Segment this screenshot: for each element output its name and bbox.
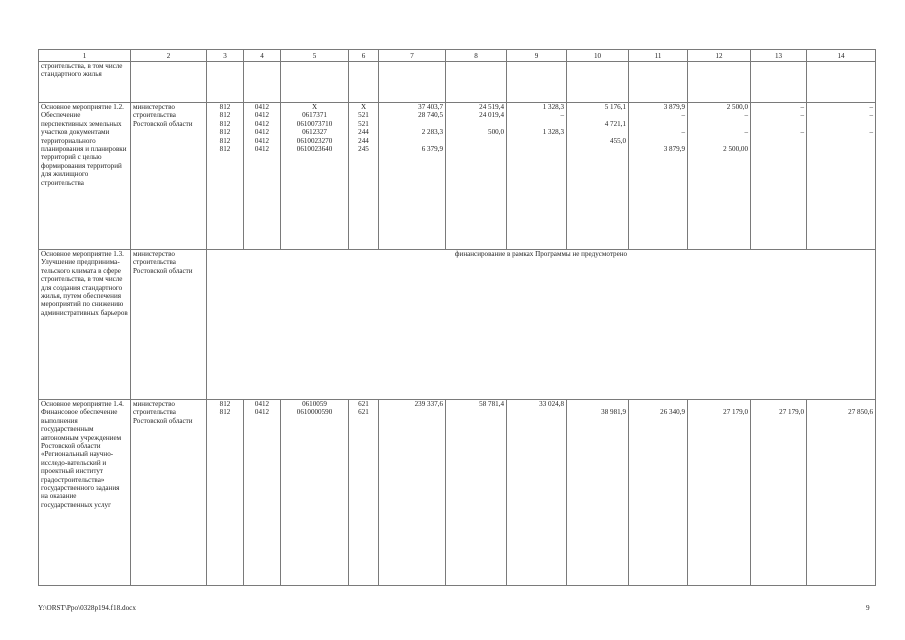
value-cell (244, 103, 281, 250)
no-financing-note: финансирование в рамках Программы не предусмотрено (207, 250, 876, 400)
value-line: 521 (358, 119, 369, 128)
value-line: 27 179,0 (723, 408, 748, 417)
value-line: – (681, 111, 685, 120)
value-cell (349, 103, 379, 250)
row-executor: министерство строительства Ростовской области (131, 400, 207, 586)
table-row-measure-1-4 (39, 400, 876, 586)
value-line (753, 120, 804, 128)
value-line: – (800, 103, 804, 111)
value-cell (281, 400, 349, 586)
value-line (448, 120, 504, 128)
value-line (569, 145, 626, 153)
column-number: 1 (39, 50, 131, 62)
value-line: 6 379,9 (421, 144, 443, 153)
value-line: 0412 (254, 119, 270, 128)
value-line: 28 740,5 (418, 111, 443, 120)
value-line (631, 400, 685, 408)
value-line: 0412 (254, 400, 270, 408)
value-line: 244 (358, 128, 369, 137)
value-line: 455,0 (610, 136, 626, 145)
value-cell (567, 103, 629, 250)
value-line: 812 (219, 111, 231, 120)
value-line: 621 (358, 408, 369, 417)
column-number: 2 (131, 50, 207, 62)
value-line: – (744, 128, 748, 137)
column-number: 9 (507, 50, 567, 62)
column-number-row (39, 50, 876, 62)
row-executor: министерство строительства Ростовской области (131, 103, 207, 250)
table-row-continued (39, 62, 876, 103)
value-line: 58 781,4 (479, 400, 504, 408)
value-cell (207, 400, 244, 586)
value-line: 812 (219, 400, 231, 408)
value-line (381, 120, 443, 128)
value-cell (807, 400, 876, 586)
row-description: Основное мероприятие 1.2. Обеспечение перспективных земельных участков документами территориального планирования и планировки территорий с целью формирования территорий для жилищного строительства (39, 103, 131, 250)
column-number: 3 (207, 50, 244, 62)
value-line (809, 145, 873, 153)
value-cell (507, 103, 567, 250)
value-line: 521 (358, 111, 369, 120)
value-line: 26 340,9 (660, 408, 685, 417)
value-cell (629, 400, 688, 586)
column-number: 12 (688, 50, 751, 62)
value-line (809, 120, 873, 128)
column-number: 7 (379, 50, 446, 62)
value-line: 3 879,9 (663, 103, 685, 111)
value-line: 4 721,1 (604, 119, 626, 128)
value-line (690, 137, 748, 145)
column-number: 10 (567, 50, 629, 62)
value-line: 37 403,7 (418, 103, 443, 111)
value-line: 27 179,0 (779, 408, 804, 417)
value-line: 812 (219, 119, 231, 128)
value-line (569, 128, 626, 136)
column-number: 6 (349, 50, 379, 62)
value-line (753, 400, 804, 408)
row-description: Основное мероприятие 1.4. Финансовое обеспечение выполнения государственным автономным учреждением Ростовской области «Региональный научно-исследо-вательский и проектный институт градостроительства» государственного задания на оказание государственных услуг (39, 400, 131, 586)
finance-table (38, 49, 876, 586)
value-cell (567, 400, 629, 586)
value-line: 239 337,6 (414, 400, 443, 408)
row-description: Основное мероприятие 1.3. Улучшение предпринима-тельского климата в сфере строительства, в том числе для создания стандартного жилья, путем обеспечения мероприятий по снижению административных барьеров (39, 250, 131, 400)
value-line: – (800, 111, 804, 120)
value-line: 2 283,3 (421, 128, 443, 137)
row-executor: министерство строительства Ростовской области (131, 250, 207, 400)
value-cell (349, 400, 379, 586)
value-line: – (869, 128, 873, 137)
value-line: – (800, 128, 804, 137)
row-description: строительства, в том числе стандартного жилья (39, 62, 131, 103)
value-line: 2 500,0 (726, 103, 748, 111)
value-cell (281, 103, 349, 250)
value-cell (379, 400, 446, 586)
value-line (509, 145, 564, 153)
column-number: 4 (244, 50, 281, 62)
value-line: 0610023270 (296, 136, 333, 145)
value-line: 0412 (254, 408, 270, 417)
value-cell (446, 103, 507, 250)
value-line (381, 408, 443, 416)
value-line: – (560, 111, 564, 120)
value-line: 5 176,1 (604, 103, 626, 111)
value-line: 0610000590 (296, 408, 333, 417)
value-line: 0412 (254, 144, 270, 153)
value-line: 24 519,4 (479, 103, 504, 111)
value-line (448, 145, 504, 153)
value-line (509, 120, 564, 128)
column-number: 5 (281, 50, 349, 62)
value-cell (629, 103, 688, 250)
value-line: 3 879,9 (663, 144, 685, 153)
table-row-measure-1-3 (39, 250, 876, 400)
value-cell (507, 400, 567, 586)
column-number: 14 (807, 50, 876, 62)
value-line: 812 (219, 103, 231, 111)
value-line (690, 400, 748, 408)
value-cell (688, 103, 751, 250)
value-line: 621 (358, 400, 369, 408)
value-line (753, 137, 804, 145)
value-line (509, 137, 564, 145)
value-cell (244, 400, 281, 586)
value-cell (207, 103, 244, 250)
table-row-measure-1-2 (39, 103, 876, 250)
value-line: 1 328,3 (542, 103, 564, 111)
value-line: – (869, 103, 873, 111)
value-line (690, 120, 748, 128)
value-line (509, 408, 564, 416)
value-line (448, 408, 504, 416)
value-line: – (681, 128, 685, 137)
value-line: 0412 (254, 103, 270, 111)
value-line (753, 145, 804, 153)
value-cell (751, 400, 807, 586)
value-line: – (744, 111, 748, 120)
value-line: 812 (219, 408, 231, 417)
column-number: 13 (751, 50, 807, 62)
value-line (631, 120, 685, 128)
value-line: 27 850,6 (848, 408, 873, 417)
value-line (381, 137, 443, 145)
value-cell (807, 103, 876, 250)
value-line: Х (311, 103, 318, 111)
value-line (569, 400, 626, 408)
value-line: 812 (219, 144, 231, 153)
value-line: 0412 (254, 111, 270, 120)
value-line (809, 137, 873, 145)
value-line (448, 137, 504, 145)
value-line: 0412 (254, 128, 270, 137)
value-line: 245 (358, 144, 369, 153)
document-path: Y:\ORST\Ppo\0328p194.f18.docx (38, 604, 136, 612)
value-line (569, 111, 626, 119)
value-line: 0412 (254, 136, 270, 145)
value-line: 812 (219, 136, 231, 145)
value-line: 0612327 (302, 128, 327, 137)
value-cell (751, 103, 807, 250)
value-line: 0617371 (302, 111, 327, 120)
value-line: 24 019,4 (479, 111, 504, 120)
value-line: 812 (219, 128, 231, 137)
value-line: 244 (358, 136, 369, 145)
page-number: 9 (866, 604, 870, 612)
value-line: Х (360, 103, 367, 111)
value-line: 1 328,3 (542, 128, 564, 137)
value-cell (379, 103, 446, 250)
value-line (631, 137, 685, 145)
value-cell (688, 400, 751, 586)
value-line (809, 400, 873, 408)
value-cell (446, 400, 507, 586)
value-line: 0610059 (302, 400, 327, 408)
value-line: 0610073710 (296, 119, 333, 128)
column-number: 11 (629, 50, 688, 62)
value-line: 38 981,9 (601, 408, 626, 417)
value-line: 0610023640 (296, 144, 333, 153)
value-line: 500,0 (488, 128, 504, 137)
value-line: 33 024,8 (539, 400, 564, 408)
column-number: 8 (446, 50, 507, 62)
value-line: – (869, 111, 873, 120)
value-line: 2 500,00 (723, 144, 748, 153)
